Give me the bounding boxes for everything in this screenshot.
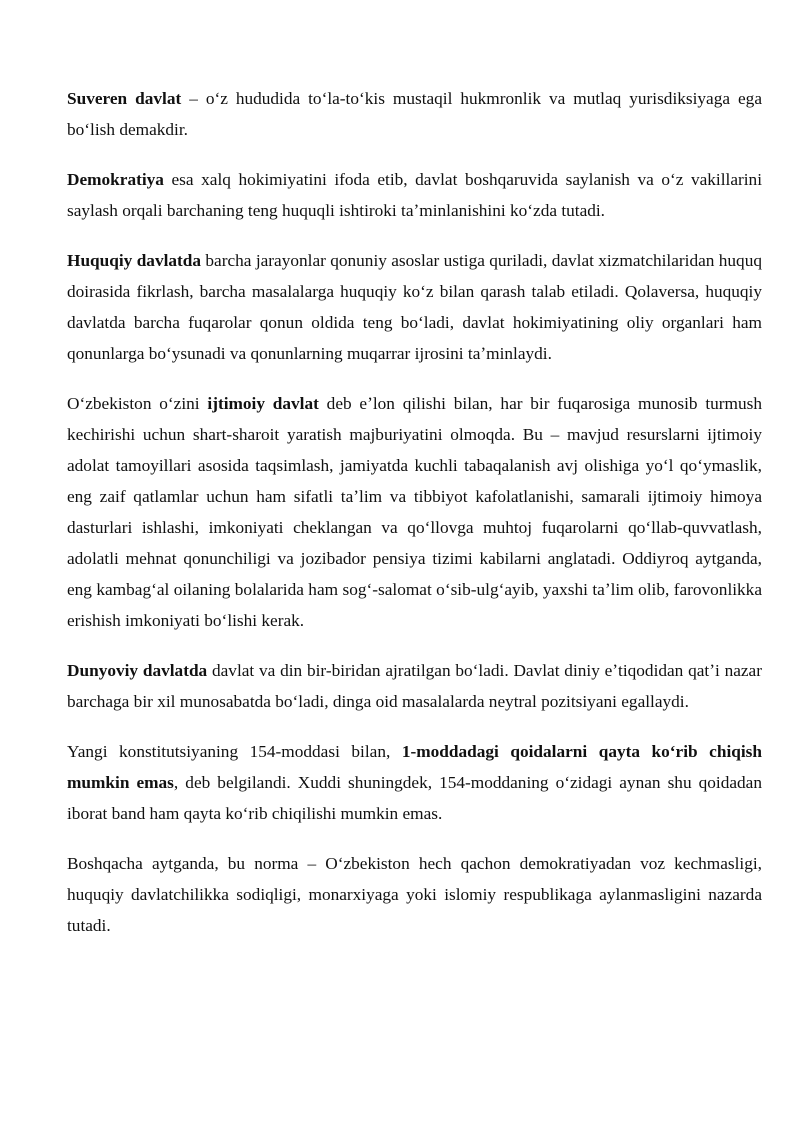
paragraph-huquqiy-davlat — [67, 245, 762, 369]
document-page — [67, 83, 762, 960]
paragraph-text: deb eʼlon qilishi bilan, har bir fuqarosiga munosib turmush kechirishi uchun shart-sharoit yaratish majburiyatini olmoqda. Bu – mavjud resurslarni ijtimoiy adolat tamoyillari asosida taqsimlash, jamiyatda kuchli tabaqalanish avj olishiga yoʻl qoʻymaslik, eng zaif qatlamlar uchun ham sifatli taʼlim va tibbiyot kafolatlanishi, samarali ijtimoiy himoya dasturlari ishlashi, imkoniyati cheklangan va qoʻllovga muhtoj fuqarolarni qoʻllab-quvvatlash, adolatli mehnat qonunchiligi va jozibador pensiya tizimi kabilarni anglatadi. Oddiyroq aytganda, eng kambagʻal oilaning bolalarida ham sogʻ-salomat oʻsib-ulgʻayib, yaxshi taʼlim olib, farovonlikka erishish imkoniyati boʻlishi kerak. — [67, 394, 763, 630]
term-suveren-davlat: Suveren davlat — [67, 89, 182, 108]
term-demokratiya: Demokratiya — [67, 170, 164, 189]
paragraph-text: Oʻzbekiston oʻzini — [67, 394, 208, 413]
paragraph-text: Boshqacha aytganda, bu norma – Oʻzbekiston hech qachon demokratiyadan voz kechmasligi, huquqiy davlatchilikka sodiqligi, monarxiyaga yoki islomiy respublikaga aylanmasligini nazarda tutadi. — [67, 854, 762, 935]
paragraph-ijtimoiy-davlat — [67, 388, 762, 636]
paragraph-text: esa xalq hokimiyatini ifoda etib, davlat boshqaruvida saylanish va oʻz vakillarini saylash orqali barchaning teng huquqli ishtiroki taʼminlanishini koʻzda tutadi. — [67, 170, 762, 220]
paragraph-text: davlat va din bir-biridan ajratilgan boʻladi. Davlat diniy eʼtiqodidan qatʼi nazar barchaga bir xil munosabatda boʻladi, dinga oid masalalarda neytral pozitsiyani egallaydi. — [67, 661, 762, 711]
paragraph-text: – oʻz hududida toʻla-toʻkis mustaqil hukmronlik va mutlaq yurisdiksiyaga egа boʻlish demakdir. — [67, 89, 762, 139]
term-huquqiy-davlat: Huquqiy davlatda — [67, 251, 202, 270]
term-ijtimoiy-davlat: ijtimoiy davlat — [207, 394, 319, 413]
emphasis-1-modda: 1-moddadagi qoidalarni qayta koʻrib chiqish mumkin emas — [67, 742, 763, 792]
paragraph-text: barcha jarayonlar qonuniy asoslar ustiga quriladi, davlat xizmatchilaridan huquq doirasida fikrlash, barcha masalalarga huquqiy koʻz bilan qarash talab etiladi. Qolaversa, huquqiy davlatda barcha fuqarolar qonun oldida teng boʻladi, davlat hokimiyatining oliy organlari ham qonunlarga boʻysunadi va qonunlarning muqarrar ijrosini taʼminlaydi. — [67, 251, 762, 363]
term-dunyoviy-davlat: Dunyoviy davlatda — [67, 661, 208, 680]
paragraph-dunyoviy-davlat — [67, 655, 762, 717]
paragraph-text: Yangi konstitutsiyaning 154-moddasi bilan, — [67, 742, 402, 761]
paragraph-text: , deb belgilandi. Xuddi shuningdek, 154-moddaning oʻzidagi aynan shu qoidadan iborat band ham qayta koʻrib chiqilishi mumkin emas. — [67, 773, 762, 823]
paragraph-boshqacha — [67, 848, 762, 941]
paragraph-154-modda — [67, 736, 762, 829]
paragraph-demokratiya — [67, 164, 762, 226]
paragraph-suveren-davlat — [67, 83, 762, 145]
